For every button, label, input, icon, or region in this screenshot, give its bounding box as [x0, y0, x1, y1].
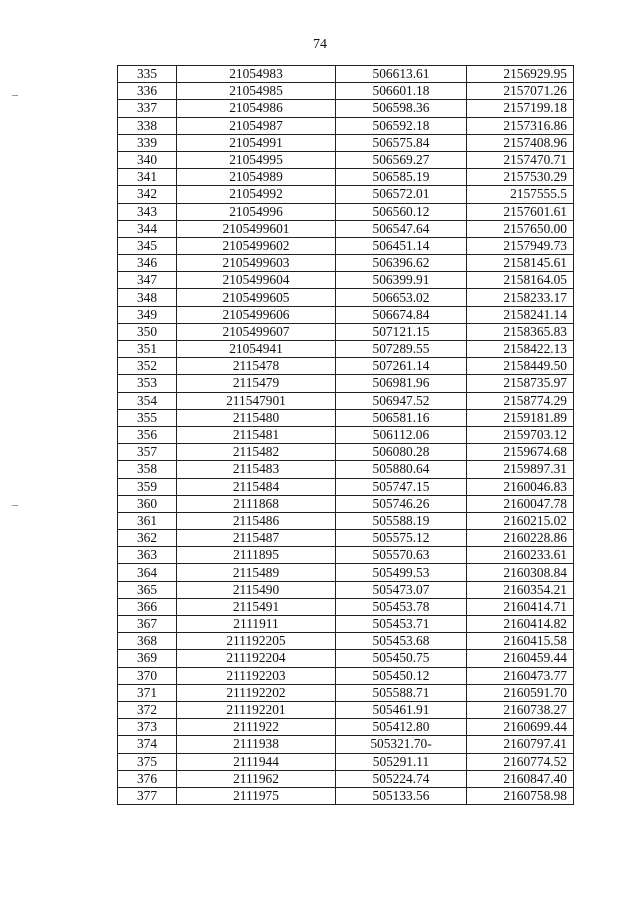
- x-coordinate-cell: 506598.36: [336, 100, 467, 117]
- point-code-cell: 211192204: [177, 650, 336, 667]
- y-coordinate-cell: 2158164.05: [467, 272, 574, 289]
- point-code-cell: 21054989: [177, 169, 336, 186]
- y-coordinate-cell: 2156929.95: [467, 66, 574, 83]
- point-number-cell: 356: [118, 426, 177, 443]
- point-number-cell: 344: [118, 220, 177, 237]
- point-number-cell: 337: [118, 100, 177, 117]
- point-number-cell: 372: [118, 701, 177, 718]
- point-code-cell: 21054996: [177, 203, 336, 220]
- x-coordinate-cell: 506601.18: [336, 83, 467, 100]
- point-code-cell: 2115490: [177, 581, 336, 598]
- y-coordinate-cell: 2160738.27: [467, 701, 574, 718]
- x-coordinate-cell: 505461.91: [336, 701, 467, 718]
- y-coordinate-cell: 2157470.71: [467, 151, 574, 168]
- point-code-cell: 211192203: [177, 667, 336, 684]
- point-code-cell: 2115491: [177, 598, 336, 615]
- x-coordinate-cell: 505450.75: [336, 650, 467, 667]
- y-coordinate-cell: 2160047.78: [467, 495, 574, 512]
- point-code-cell: 211192205: [177, 633, 336, 650]
- table-row: [118, 117, 574, 134]
- table-row: [118, 530, 574, 547]
- table-row: [118, 581, 574, 598]
- x-coordinate-cell: 506569.27: [336, 151, 467, 168]
- coordinates-table: [117, 65, 574, 805]
- table-row: [118, 341, 574, 358]
- y-coordinate-cell: 2160233.61: [467, 547, 574, 564]
- y-coordinate-cell: 2160046.83: [467, 478, 574, 495]
- table-row: [118, 667, 574, 684]
- margin-mark: [12, 95, 18, 96]
- x-coordinate-cell: 506575.84: [336, 134, 467, 151]
- table-row: [118, 736, 574, 753]
- point-number-cell: 376: [118, 770, 177, 787]
- x-coordinate-cell: 506112.06: [336, 426, 467, 443]
- point-number-cell: 347: [118, 272, 177, 289]
- table-row: [118, 616, 574, 633]
- table-row: [118, 444, 574, 461]
- x-coordinate-cell: 505588.19: [336, 512, 467, 529]
- x-coordinate-cell: 505747.15: [336, 478, 467, 495]
- table-row: [118, 169, 574, 186]
- x-coordinate-cell: 505499.53: [336, 564, 467, 581]
- y-coordinate-cell: 2160308.84: [467, 564, 574, 581]
- y-coordinate-cell: 2158145.61: [467, 255, 574, 272]
- y-coordinate-cell: 2157555.5: [467, 186, 574, 203]
- point-code-cell: 211192201: [177, 701, 336, 718]
- x-coordinate-cell: 505746.26: [336, 495, 467, 512]
- point-number-cell: 364: [118, 564, 177, 581]
- point-number-cell: 371: [118, 684, 177, 701]
- table-row: [118, 409, 574, 426]
- point-code-cell: 211192202: [177, 684, 336, 701]
- table-row: [118, 426, 574, 443]
- table-row: [118, 83, 574, 100]
- x-coordinate-cell: 506581.16: [336, 409, 467, 426]
- y-coordinate-cell: 2157949.73: [467, 237, 574, 254]
- point-number-cell: 358: [118, 461, 177, 478]
- point-number-cell: 361: [118, 512, 177, 529]
- point-code-cell: 2105499607: [177, 323, 336, 340]
- point-code-cell: 2111911: [177, 616, 336, 633]
- point-number-cell: 352: [118, 358, 177, 375]
- point-number-cell: 336: [118, 83, 177, 100]
- point-code-cell: 2105499603: [177, 255, 336, 272]
- point-number-cell: 365: [118, 581, 177, 598]
- x-coordinate-cell: 505880.64: [336, 461, 467, 478]
- x-coordinate-cell: 505224.74: [336, 770, 467, 787]
- x-coordinate-cell: 506674.84: [336, 306, 467, 323]
- point-code-cell: 2115486: [177, 512, 336, 529]
- table-row: [118, 100, 574, 117]
- y-coordinate-cell: 2158735.97: [467, 375, 574, 392]
- point-code-cell: 2115482: [177, 444, 336, 461]
- y-coordinate-cell: 2160228.86: [467, 530, 574, 547]
- table-row: [118, 237, 574, 254]
- point-number-cell: 373: [118, 719, 177, 736]
- table-row: [118, 186, 574, 203]
- table-row: [118, 151, 574, 168]
- table-row: [118, 255, 574, 272]
- y-coordinate-cell: 2158233.17: [467, 289, 574, 306]
- point-code-cell: 2115481: [177, 426, 336, 443]
- y-coordinate-cell: 2160415.58: [467, 633, 574, 650]
- y-coordinate-cell: 2160459.44: [467, 650, 574, 667]
- point-number-cell: 350: [118, 323, 177, 340]
- y-coordinate-cell: 2157071.26: [467, 83, 574, 100]
- table-row: [118, 633, 574, 650]
- point-number-cell: 349: [118, 306, 177, 323]
- point-number-cell: 370: [118, 667, 177, 684]
- y-coordinate-cell: 2160591.70: [467, 684, 574, 701]
- point-code-cell: 2105499601: [177, 220, 336, 237]
- x-coordinate-cell: 507289.55: [336, 341, 467, 358]
- y-coordinate-cell: 2160774.52: [467, 753, 574, 770]
- y-coordinate-cell: 2158241.14: [467, 306, 574, 323]
- x-coordinate-cell: 506981.96: [336, 375, 467, 392]
- point-code-cell: 21054991: [177, 134, 336, 151]
- x-coordinate-cell: 505412.80: [336, 719, 467, 736]
- table-row: [118, 650, 574, 667]
- point-code-cell: 2111938: [177, 736, 336, 753]
- y-coordinate-cell: 2159897.31: [467, 461, 574, 478]
- point-number-cell: 343: [118, 203, 177, 220]
- y-coordinate-cell: 2160414.71: [467, 598, 574, 615]
- page-number: 74: [313, 37, 327, 52]
- point-code-cell: 2111895: [177, 547, 336, 564]
- y-coordinate-cell: 2160473.77: [467, 667, 574, 684]
- table-row: [118, 289, 574, 306]
- y-coordinate-cell: 2158774.29: [467, 392, 574, 409]
- point-code-cell: 2105499605: [177, 289, 336, 306]
- table-row: [118, 787, 574, 804]
- point-code-cell: 2111922: [177, 719, 336, 736]
- point-number-cell: 335: [118, 66, 177, 83]
- coordinates-table-body: [118, 66, 574, 805]
- point-number-cell: 367: [118, 616, 177, 633]
- y-coordinate-cell: 2157408.96: [467, 134, 574, 151]
- point-code-cell: 2115478: [177, 358, 336, 375]
- point-number-cell: 340: [118, 151, 177, 168]
- point-code-cell: 21054986: [177, 100, 336, 117]
- y-coordinate-cell: 2160354.21: [467, 581, 574, 598]
- point-number-cell: 353: [118, 375, 177, 392]
- point-code-cell: 2115489: [177, 564, 336, 581]
- y-coordinate-cell: 2158365.83: [467, 323, 574, 340]
- x-coordinate-cell: 505453.68: [336, 633, 467, 650]
- point-code-cell: 2105499604: [177, 272, 336, 289]
- x-coordinate-cell: 505473.07: [336, 581, 467, 598]
- x-coordinate-cell: 505291.11: [336, 753, 467, 770]
- point-number-cell: 360: [118, 495, 177, 512]
- table-row: [118, 478, 574, 495]
- x-coordinate-cell: 506560.12: [336, 203, 467, 220]
- point-code-cell: 2115483: [177, 461, 336, 478]
- table-row: [118, 134, 574, 151]
- point-code-cell: 21054995: [177, 151, 336, 168]
- point-code-cell: 211547901: [177, 392, 336, 409]
- table-row: [118, 272, 574, 289]
- table-row: [118, 719, 574, 736]
- y-coordinate-cell: 2159674.68: [467, 444, 574, 461]
- point-number-cell: 359: [118, 478, 177, 495]
- table-row: [118, 461, 574, 478]
- y-coordinate-cell: 2157650.00: [467, 220, 574, 237]
- table-row: [118, 753, 574, 770]
- x-coordinate-cell: 507121.15: [336, 323, 467, 340]
- y-coordinate-cell: 2158449.50: [467, 358, 574, 375]
- x-coordinate-cell: 505450.12: [336, 667, 467, 684]
- x-coordinate-cell: 506585.19: [336, 169, 467, 186]
- y-coordinate-cell: 2157601.61: [467, 203, 574, 220]
- y-coordinate-cell: 2158422.13: [467, 341, 574, 358]
- x-coordinate-cell: 506592.18: [336, 117, 467, 134]
- x-coordinate-cell: 505321.70-: [336, 736, 467, 753]
- table-row: [118, 392, 574, 409]
- point-number-cell: 348: [118, 289, 177, 306]
- x-coordinate-cell: 506547.64: [336, 220, 467, 237]
- point-number-cell: 342: [118, 186, 177, 203]
- point-code-cell: 21054983: [177, 66, 336, 83]
- point-code-cell: 21054987: [177, 117, 336, 134]
- x-coordinate-cell: 506947.52: [336, 392, 467, 409]
- point-code-cell: 2115480: [177, 409, 336, 426]
- table-row: [118, 547, 574, 564]
- point-code-cell: 21054941: [177, 341, 336, 358]
- point-code-cell: 2115484: [177, 478, 336, 495]
- point-code-cell: 2115487: [177, 530, 336, 547]
- table-row: [118, 512, 574, 529]
- x-coordinate-cell: 506653.02: [336, 289, 467, 306]
- y-coordinate-cell: 2160414.82: [467, 616, 574, 633]
- y-coordinate-cell: 2159181.89: [467, 409, 574, 426]
- y-coordinate-cell: 2160758.98: [467, 787, 574, 804]
- point-code-cell: 2111975: [177, 787, 336, 804]
- point-number-cell: 369: [118, 650, 177, 667]
- table-row: [118, 770, 574, 787]
- point-number-cell: 351: [118, 341, 177, 358]
- y-coordinate-cell: 2160215.02: [467, 512, 574, 529]
- table-row: [118, 598, 574, 615]
- point-code-cell: 21054985: [177, 83, 336, 100]
- y-coordinate-cell: 2157316.86: [467, 117, 574, 134]
- x-coordinate-cell: 505575.12: [336, 530, 467, 547]
- point-number-cell: 339: [118, 134, 177, 151]
- point-number-cell: 375: [118, 753, 177, 770]
- x-coordinate-cell: 506613.61: [336, 66, 467, 83]
- point-number-cell: 346: [118, 255, 177, 272]
- margin-mark: [12, 505, 18, 506]
- point-code-cell: 2115479: [177, 375, 336, 392]
- table-row: [118, 701, 574, 718]
- x-coordinate-cell: 506080.28: [336, 444, 467, 461]
- x-coordinate-cell: 505453.71: [336, 616, 467, 633]
- y-coordinate-cell: 2159703.12: [467, 426, 574, 443]
- point-code-cell: 2105499602: [177, 237, 336, 254]
- table-row: [118, 375, 574, 392]
- y-coordinate-cell: 2160797.41: [467, 736, 574, 753]
- point-code-cell: 2111962: [177, 770, 336, 787]
- table-row: [118, 564, 574, 581]
- table-row: [118, 306, 574, 323]
- point-code-cell: 2105499606: [177, 306, 336, 323]
- point-code-cell: 2111868: [177, 495, 336, 512]
- table-row: [118, 684, 574, 701]
- x-coordinate-cell: 506572.01: [336, 186, 467, 203]
- table-row: [118, 66, 574, 83]
- x-coordinate-cell: 505453.78: [336, 598, 467, 615]
- point-number-cell: 366: [118, 598, 177, 615]
- point-number-cell: 362: [118, 530, 177, 547]
- table-row: [118, 220, 574, 237]
- x-coordinate-cell: 505133.56: [336, 787, 467, 804]
- table-row: [118, 323, 574, 340]
- point-number-cell: 377: [118, 787, 177, 804]
- point-number-cell: 357: [118, 444, 177, 461]
- point-number-cell: 354: [118, 392, 177, 409]
- x-coordinate-cell: 505588.71: [336, 684, 467, 701]
- x-coordinate-cell: 505570.63: [336, 547, 467, 564]
- y-coordinate-cell: 2160847.40: [467, 770, 574, 787]
- table-row: [118, 203, 574, 220]
- point-code-cell: 2111944: [177, 753, 336, 770]
- point-number-cell: 368: [118, 633, 177, 650]
- x-coordinate-cell: 506451.14: [336, 237, 467, 254]
- table-row: [118, 358, 574, 375]
- x-coordinate-cell: 507261.14: [336, 358, 467, 375]
- point-number-cell: 363: [118, 547, 177, 564]
- x-coordinate-cell: 506399.91: [336, 272, 467, 289]
- table-row: [118, 495, 574, 512]
- y-coordinate-cell: 2160699.44: [467, 719, 574, 736]
- point-number-cell: 355: [118, 409, 177, 426]
- point-code-cell: 21054992: [177, 186, 336, 203]
- point-number-cell: 341: [118, 169, 177, 186]
- point-number-cell: 374: [118, 736, 177, 753]
- point-number-cell: 338: [118, 117, 177, 134]
- x-coordinate-cell: 506396.62: [336, 255, 467, 272]
- point-number-cell: 345: [118, 237, 177, 254]
- y-coordinate-cell: 2157530.29: [467, 169, 574, 186]
- y-coordinate-cell: 2157199.18: [467, 100, 574, 117]
